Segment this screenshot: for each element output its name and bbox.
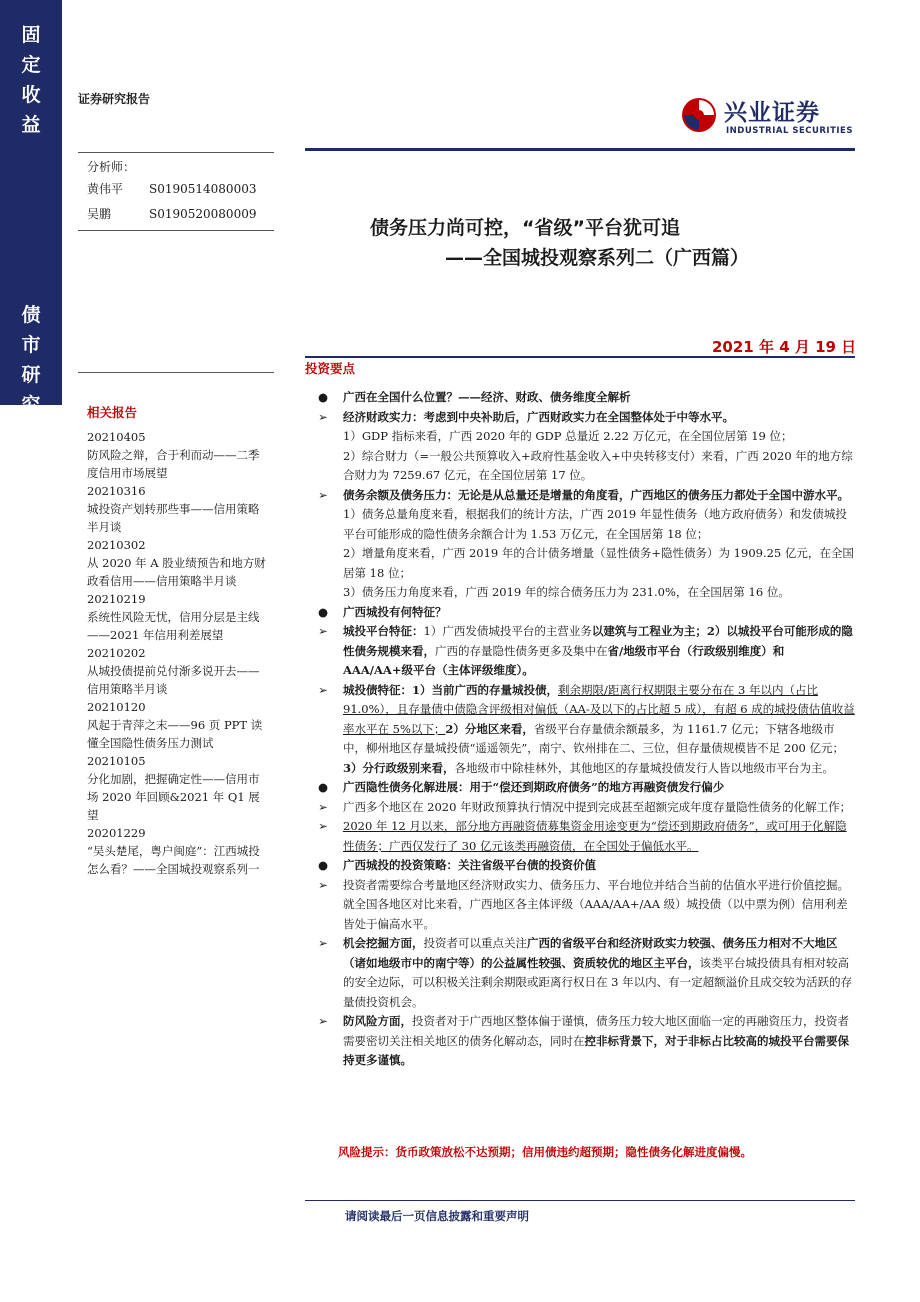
analyst-id: S0190520080009: [149, 207, 257, 221]
arrow-bullet-icon: ➢: [318, 409, 328, 424]
sidebar-top-band: [0, 0, 62, 155]
bullet-point: ➢ 2020 年 12 月以来，部分地方再融资债募集资金用途变更为“偿还到期政府债务”，或可用于化解隐性债务；广西仅发行了 30 亿元该类再融资债，在全国处于偏低水平。: [313, 817, 855, 856]
section-heading: ● 广西隐性债务化解进展：用于“偿还到期政府债务”的地方再融资债发行偏少: [313, 778, 855, 798]
report-title: 债务压力尚可控，“省级”平台犹可追: [370, 217, 680, 239]
bullet-point: ➢ 防风险方面，投资者对于广西地区整体偏于谨慎，债务压力较大地区面临一定的再融资压力，投资者需要密切关注相关地区的债务化解动态，同时在控非标背景下，对于非标占比较高的城投平台需要保持更多谨慎。: [313, 1012, 855, 1071]
left-rule: [78, 372, 274, 373]
arrow-bullet-icon: ➢: [318, 624, 328, 638]
header-rule: [305, 148, 855, 151]
related-reports-title: 相关报告: [87, 405, 138, 420]
paragraph: 3）债务压力角度来看，广西 2019 年的综合债务压力为 231.0%，在全国居第 16 位。: [343, 585, 790, 599]
footer-rule: [305, 1200, 855, 1201]
paragraph: 2）综合财力（=一般公共预算收入+政府性基金收入+中央转移支付）来看，广西 2020 年的地方综合财力为 7259.67 亿元，在全国位居第 17 位。: [343, 448, 853, 482]
analyst-row: [87, 205, 256, 222]
logo-text-en: INDUSTRIAL SECURITIES: [726, 126, 853, 136]
analyst-rule-top: [78, 152, 274, 153]
analyst-name: 吴鹏: [87, 207, 112, 221]
sidebar-mid-label: 债 市 研 究: [21, 304, 41, 416]
list-item[interactable]: 20210316 城投资产划转那些事——信用策略半月谈: [87, 484, 260, 534]
section-heading: ● 广西在全国什么位置？——经济、财政、债务维度全解析: [313, 388, 855, 408]
bullet-point: ➢ 债务余额及债务压力：无论是从总量还是增量的角度看，广西地区的债务压力都处于全国中游水平。: [313, 486, 855, 506]
section-heading: ● 广西城投有何特征？: [313, 603, 855, 623]
paragraph: 2）增量角度来看，广西 2019 年的合计债务增量（显性债务+隐性债务）为 1909.25 亿元，在全国居第 18 位；: [343, 546, 854, 580]
report-subtitle: ——全国城投观察系列二（广西篇）: [445, 247, 750, 269]
bullet-dot-icon: ●: [317, 858, 329, 872]
arrow-bullet-icon: ➢: [318, 799, 328, 814]
analyst-id: S0190514080003: [149, 182, 257, 196]
arrow-bullet-icon: ➢: [318, 877, 328, 892]
key-points-body: [313, 388, 855, 1071]
date-rule: [305, 356, 855, 358]
list-item[interactable]: 20210405 防风险之辩，合于利而动——二季度信用市场展望: [87, 430, 260, 480]
arrow-bullet-icon: ➢: [318, 1014, 328, 1028]
bullet-point: ➢ 城投平台特征：1）广西发债城投平台的主营业务以建筑与工程业为主；2）以城投平台可能形成的隐性债务规模来看，广西的存量隐性债务更多及集中在省/地级市平台（行政级别维度）和 AAA/AA+级平台（主体评级维度）。: [313, 622, 855, 681]
risk-warning: 风险提示：货币政策放松不达预期；信用债违约超预期；隐性债务化解进度偏慢。: [338, 1145, 752, 1159]
bullet-point: ➢ 城投债特征：1）当前广西的存量城投债，剩余期限/距离行权期限主要分布在 3 年以内（占比 91.0%），且存量债中债隐含评级相对偏低（AA-及以下的占比超 5 成），有超 6 成的城投债估值收益率水平在 5%以下；2）分地区来看，省级平台存量债余额最多，为 1161.7 亿元；下辖各地级市中，柳州地区存量城投债“遥遥领先”，南宁、钦州排在二、三位，但存量债规模皆不足 200 亿元；3）分行政级别来看，各地级市中除桂林外，其他地区的存量城投债发行人皆以地级市平台为主。: [313, 681, 855, 779]
section-heading: ● 广西城投的投资策略：关注省级平台债的投资价值: [313, 856, 855, 876]
bullet-dot-icon: ●: [317, 604, 329, 619]
arrow-bullet-icon: ➢: [318, 487, 328, 502]
logo-mark-icon: [680, 96, 718, 134]
bullet-point: ➢ 经济财政实力：考虑到中央补助后，广西财政实力在全国整体处于中等水平。: [313, 408, 855, 428]
bullet-point: ➢ 投资者需要综合考量地区经济财政实力、债务压力、平台地位并结合当前的估值水平进行价值挖掘。就全国各地区对比来看，广西地区各主体评级（AAA/AA+/AA 级）城投债（以中票为例）信用利差皆处于偏高水平。: [313, 876, 855, 935]
key-points-title: 投资要点: [305, 361, 356, 376]
paragraph: 1）债务总量角度来看，根据我们的统计方法，广西 2019 年显性债务（地方政府债务）和发债城投平台可能形成的隐性债务余额合计为 1.53 万亿元，在全国居第 18 位；: [343, 507, 847, 541]
list-item[interactable]: 20201229 “吴头楚尾，粤户闽庭”：江西城投怎么看？——全国城投观察系列一: [87, 826, 260, 876]
analyst-row: [87, 180, 256, 197]
analyst-label: 分析师：: [87, 160, 136, 174]
footer-disclaimer: 请阅读最后一页信息披露和重要声明: [345, 1209, 529, 1223]
report-date: 2021 年 4 月 19 日: [712, 338, 857, 356]
arrow-bullet-icon: ➢: [318, 819, 328, 833]
related-reports-list: [87, 428, 267, 878]
sidebar-top-label: 固 定 收 益: [21, 24, 41, 136]
bullet-dot-icon: ●: [317, 780, 329, 794]
bullet-point: ➢ 机会挖掘方面，投资者可以重点关注广西的省级平台和经济财政实力较强、债务压力相对不大地区（诸如地级市中的南宁等）的公益属性较强、资质较优的地区主平台，该类平台城投债具有相对较高的安全边际，可以积极关注剩余期限或距离行权日在 3 年以内、有一定超额溢价且成交较为活跃的存量债投资机会。: [313, 934, 855, 1012]
bullet-dot-icon: ●: [317, 390, 329, 404]
list-item[interactable]: 20210105 分化加剧，把握确定性——信用市场 2020 年回顾&2021 年 Q1 展望: [87, 754, 260, 822]
arrow-bullet-icon: ➢: [318, 682, 328, 697]
list-item[interactable]: 20210219 系统性风险无忧，信用分层是主线——2021 年信用利差展望: [87, 592, 260, 642]
analyst-rule-bottom: [78, 230, 274, 231]
report-type: 证券研究报告: [78, 92, 151, 106]
list-item[interactable]: 20210302 从 2020 年 A 股业绩预告和地方财政看信用——信用策略半月谈: [87, 538, 266, 588]
list-item[interactable]: 20210202 从城投债提前兑付渐多说开去——信用策略半月谈: [87, 646, 260, 696]
bullet-point: ➢ 广西多个地区在 2020 年财政预算执行情况中提到完成甚至超额完成年度存量隐性债务的化解工作；: [313, 798, 855, 818]
logo-text-cn: 兴业证券: [724, 100, 820, 126]
paragraph: 1）GDP 指标来看，广西 2020 年的 GDP 总量近 2.22 万亿元，在全国位居第 19 位；: [343, 429, 793, 443]
list-item[interactable]: 20210120 风起于青萍之末——96 页 PPT 读懂全国隐性债务压力测试: [87, 700, 263, 750]
arrow-bullet-icon: ➢: [318, 936, 328, 950]
analyst-name: 黄伟平: [87, 182, 124, 196]
company-logo: [680, 94, 860, 140]
